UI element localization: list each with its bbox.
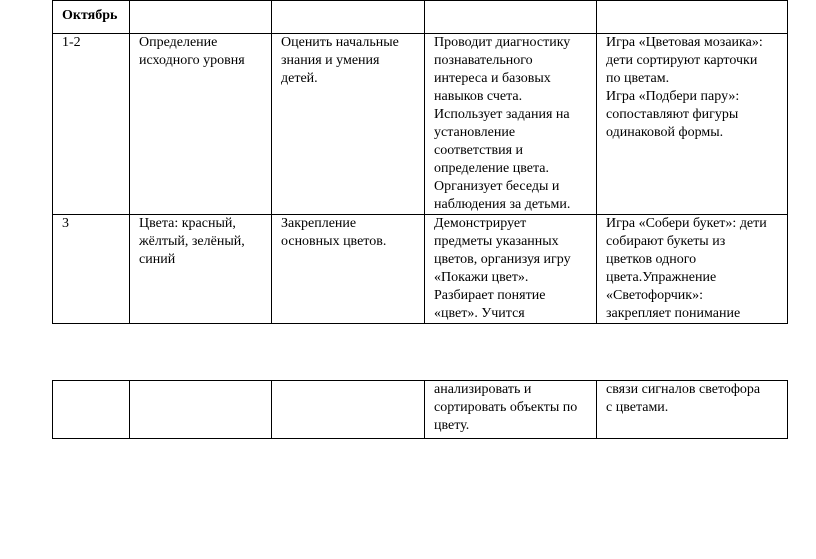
table-row — [53, 215, 788, 324]
text-line: одинаковой формы. — [606, 125, 724, 140]
text-line: предметы указанных — [434, 234, 559, 249]
text-line: Игра «Собери букет»: дети — [606, 216, 767, 231]
text-line: установление — [434, 125, 516, 140]
theme-cell — [130, 215, 272, 324]
empty-cell — [53, 381, 130, 439]
empty-cell — [272, 1, 425, 34]
empty-cell — [130, 1, 272, 34]
text-line: синий — [139, 252, 176, 267]
text-line: «цвет». Учится — [434, 306, 525, 321]
empty-cell — [597, 1, 788, 34]
text-line: Оценить начальные — [281, 35, 399, 50]
text-line: Определение — [139, 35, 218, 50]
text-line: интереса и базовых — [434, 71, 551, 86]
text-line: Закрепление — [281, 216, 357, 231]
month-cell: Октябрь — [53, 1, 130, 34]
text-line: исходного уровня — [139, 53, 245, 68]
text-line: Игра «Цветовая мозаика»: — [606, 35, 763, 50]
text-line: познавательного — [434, 53, 533, 68]
empty-cell — [272, 381, 425, 439]
text-line: соответствия и — [434, 143, 524, 158]
text-line: цветков одного — [606, 252, 697, 267]
text-line: связи сигналов светофора — [606, 382, 761, 397]
table-row — [53, 34, 788, 215]
text-line: детей. — [281, 71, 318, 86]
text-line: с цветами. — [606, 400, 669, 415]
week-cell: 3 — [53, 215, 130, 324]
text-line: Цвета: красный, — [139, 216, 236, 231]
table-row — [53, 381, 788, 439]
plan-table-continuation — [52, 380, 788, 439]
table-header-row — [53, 1, 788, 34]
text-line: дети сортируют карточки — [606, 53, 758, 68]
empty-cell — [130, 381, 272, 439]
activity-cell — [425, 381, 597, 439]
text-line: Организует беседы и — [434, 179, 560, 194]
text-line: Использует задания на — [434, 107, 570, 122]
week-cell: 1-2 — [53, 34, 130, 215]
text-line: анализировать и — [434, 382, 532, 397]
theme-cell — [130, 34, 272, 215]
children-activity-cell — [597, 381, 788, 439]
text-line: навыков счета. — [434, 89, 523, 104]
text-line: «Светофорчик»: — [606, 288, 703, 303]
plan-table — [52, 0, 788, 324]
text-line: жёлтый, зелёный, — [139, 234, 245, 249]
activity-cell — [425, 215, 597, 324]
text-line: по цветам. — [606, 71, 670, 86]
empty-cell — [425, 1, 597, 34]
text-line: цвета.Упражнение — [606, 270, 717, 285]
text-line: наблюдения за детьми. — [434, 197, 571, 212]
text-line: Проводит диагностику — [434, 35, 571, 50]
goal-cell — [272, 215, 425, 324]
goal-cell — [272, 34, 425, 215]
text-line: Демонстрирует — [434, 216, 527, 231]
children-activity-cell — [597, 34, 788, 215]
text-line: «Покажи цвет». — [434, 270, 529, 285]
children-activity-cell — [597, 215, 788, 324]
text-line: цветов, организуя игру — [434, 252, 571, 267]
text-line: сопоставляют фигуры — [606, 107, 739, 122]
text-line: Разбирает понятие — [434, 288, 546, 303]
text-line: основных цветов. — [281, 234, 387, 249]
text-line: закрепляет понимание — [606, 306, 741, 321]
text-line: собирают букеты из — [606, 234, 726, 249]
text-line: цвету. — [434, 418, 470, 433]
text-line: сортировать объекты по — [434, 400, 578, 415]
activity-cell — [425, 34, 597, 215]
text-line: определение цвета. — [434, 161, 549, 176]
text-line: Игра «Подбери пару»: — [606, 89, 740, 104]
text-line: знания и умения — [281, 53, 380, 68]
